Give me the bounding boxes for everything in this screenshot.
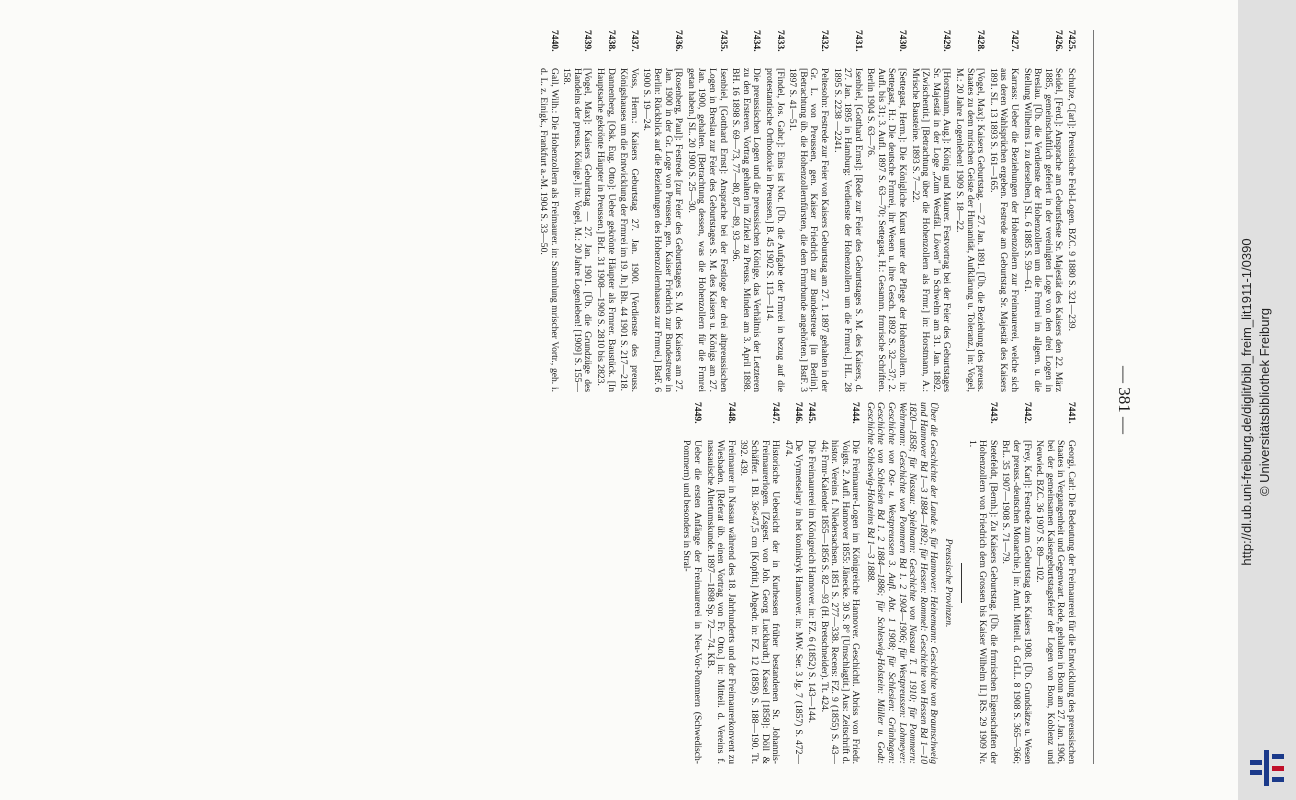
left-column	[536, 30, 1077, 392]
entry-number: 7428.	[975, 30, 987, 52]
copyright-text: © Universitätsbibliothek Freiburg	[1257, 307, 1272, 497]
entry-number: 7429.	[941, 30, 953, 52]
entry-number: 7431.	[852, 30, 864, 52]
entry-text: Dannenberg, [Osk. Eug. Otto]: Ueber gekrönte Häupter als Frmrer. Baustück. [In Hauptsache gekrönte Häupter in Preussen.] BrL. 31 1908—1909 S. 2810 bis 2823.	[595, 68, 617, 392]
bibliography-entry	[782, 402, 803, 764]
bibliography-entry	[730, 30, 762, 392]
entry-text: Isenbiel, [Gotthard Ernst]: [Rede zur Feier des Geburtstages S. M. des Kaisers, d. 27. Jan. 1895 in Hamburg: Verdienste der Hohenzollern um die Frmrei.] HL. 28 1895 S. 2238 —2241.	[831, 68, 864, 392]
library-logo-icon	[1248, 748, 1288, 788]
bibliography-entry	[953, 30, 985, 392]
entry-text: [Settegast, Herm.]: Die Königliche Kunst unter der Pflege der Hohenzollern. in: Settegast, H.: Die deutsche Frmrei, ihr Wesen u. ihre Gesch. 1892 S. 32—37; 2. Aufl. bis 31; 3. Aufl. 1897 S. 63—70; Settegast, H.: Gesamm. frmrische Schriften. Berlin 1904 S. 63—76.	[865, 68, 909, 392]
entry-number: 7426.	[1053, 30, 1065, 52]
entry-text: Die preussischen Logen und die preussischen Könige, das Verhältnis der Letzteren zu den Ersteren. Vortrag gehalten im Zirkel zu Preuss. Minden am 3. April 1898. BH. 16 1898 S. 69—73, 77—80, 87—89, 93—96.	[730, 68, 763, 392]
entry-number: 7430.	[897, 30, 909, 52]
entry-text: [Horstmann, Aug.]: König und Maurer. Festvortrag bei der Feier des Geburtstages Sr. Majestät in der Loge „Zum Westfäl. Löwen" in Schwelm am 31. Jan. 1892. [Zwischentit.] [Betrachtung über die Hohenzollern als Frmr.] in: Horstmann, A.: Mrische Bausteine. 1893 S. 7—22.	[909, 68, 953, 392]
entry-number: 7441.	[1066, 402, 1077, 424]
bibliography-entry	[909, 30, 951, 392]
bibliography-entry	[763, 30, 784, 392]
bibliography-entry	[1034, 402, 1076, 764]
entry-number: 7438.	[605, 30, 617, 52]
header-rule	[1093, 30, 1094, 764]
source-info	[1238, 32, 1296, 772]
entry-number: 7445.	[805, 402, 817, 424]
bibliography-entry	[787, 30, 829, 392]
entry-number: 7449.	[692, 402, 703, 424]
entry-number: 7432.	[818, 30, 830, 52]
entry-number: 7444.	[850, 402, 862, 424]
entry-text: [Vogel, Max]: Kaisers Geburtstag. — 27. Jan. 1891. [Üb. die Beziehung des preuss. Staates zu dem mrischen Geiste der Humanität, Aufklärung u. Toleranz.] in: Vogel, M.: 20 Jahre Logenleben! 1909 S. 18—22.	[954, 68, 987, 392]
bibliography-entry	[641, 30, 683, 392]
entry-text: Die Freimaurer-Logen im Königreiche Hannover. Geschichtl. Abriss von Friedr. Voigts. 2. Aufl. Hannover 1855: Jänecke. 30 S. 8° [Umschlagtit.] Aus: Zeitschrift d. histor. Vereins f. Niedersachsen. 1851 S. 277—338. Recens: FZ. 9 (1855) S. 43—44; Frmr-Kalender 1855—1856 S. 82—93 (H. Bretschneider). Tt. 424.	[818, 440, 862, 764]
bibliography-entry	[1065, 30, 1076, 392]
entry-text: Ueber die ersten Anfänge der Freimaurerei in Neu-Vor-Pommern (Schwedisch-Pommern) und besonders in Stral-	[681, 440, 703, 764]
entry-text: De Vrymetselary in het koninkryk Hannover. in: MW. Ser. 3 Jg. 7 (1857) S. 472—474.	[782, 440, 805, 764]
entry-number: 7434.	[751, 30, 763, 52]
page-number: — 381 —	[1115, 366, 1134, 434]
bibliography-entry	[704, 402, 736, 764]
rotated-content	[154, 30, 1134, 770]
section-intro: Über die Geschichte der Lande s. für Hannover: Heinemann: Geschichte von Braunschweig und Hannover Bd 1—3 1884—1892; für Hessen: Rommel: Geschichte von Hessen Bd 1—10 1820—1858; für Nassau: Spielmann: Geschichte von Nassau T. 1 1910; für Pommern: Wehrmann: Geschichte von Pommern Bd 1. 2 1904—1906; für Westpreussen: Lohmeyer: Geschichte von Ost- u. Westpreussen 3. Aufl. Abt. 1 1908; für Schlesien: Grünhagen: Geschichte von Schlesien Bd 1. 2 1884—1886; für Schleswig-Holstein: Müller u. Godt: Geschichte Schleswig-Holsteins Bd 1—3 1888.	[864, 402, 940, 764]
entry-text: Isenbiel, [Gotthard Ernst]: Ansprache bei der Festloge der drei altpreussischen Logen in Breslau zur Feier des Geburtstages S. M. des Kaisers u. Königs am 27. Jan. 1900, gehalten. [Betrachtung dessen, was die Hohenzollern für die Frmrei getan haben.] SL. 20 1900 S. 25—30.	[685, 68, 729, 392]
entry-number: 7425.	[1066, 30, 1077, 52]
bibliography-entry	[738, 402, 780, 764]
entry-number: 7439.	[582, 30, 594, 52]
entry-number: 7433.	[774, 30, 786, 52]
entry-number: 7443.	[987, 402, 999, 424]
entry-text: Karrass: Ueber die Beziehungen der Hohenzollern zur Freimaurerei, welche sich aus deren Wahlsprüchen ergeben. Festrede am Geburtstag Sr. Majestät des Kaisers 1891. SL. 13 1893 S. 161—165.	[987, 68, 1021, 392]
entry-text: Seidel, [Ferd.]: Ansprache am Geburtsfeste Sr. Majestät des Kaisers den 22. März 1885, gemeinschaftlich gefeiert in der vereinigten Loge von den drei Logen in Breslau. [Üb. die Verdienste der Hohenzollern um die Frmrei im allgem. u. die Stellung Wilhelms I. zu derselben.] SL. 6 1885 S. 59—61.	[1021, 68, 1065, 392]
entry-text: Gall, Wilh.: Die Hohenzollern als Freimaurer. in: Sammlung mrischer Vortr., geh. i. d. L. z. Einigk., Frankfurt a.-M. 1904 S. 33—50.	[538, 68, 560, 392]
entry-text: [Findel, Jos. Gabr.]: Eins ist Not. [Üb. die Aufgabe der Frmrei in bezug auf die protestantische Orthodoxie in Preussen.] B. 45 1902 S. 113—114.	[763, 68, 786, 392]
bibliography-entry	[818, 402, 860, 764]
bibliography-entry	[987, 30, 1019, 392]
section-heading: Preussische Provinzen.	[943, 538, 955, 628]
source-url[interactable]: http://dl.ub.uni-freiburg.de/diglit/bibl_freim_lit1911-1/0390	[1239, 238, 1254, 566]
entry-number: 7448.	[725, 402, 737, 424]
bibliography-entry	[618, 30, 639, 392]
entry-number: 7446.	[793, 402, 805, 424]
bibliography-entry	[594, 30, 615, 392]
entry-text: Georgi, Carl: Die Bedeutung der Freimaurerei für die Entwicklung des preussischen Staates in Vergangenheit und Gegenwart. Rede, gehalten in Bonn am 27. Jan. 1906, bei der gemeinsamen Kaisergeburtstagsfeier der Logen von Bonn, Koblenz und Neuwied. BZC. 36 1907 S. 89—102.	[1034, 440, 1077, 764]
entry-text: Voss, Herm.: Kaisers Geburtstag 27. Jan. 1900. [Verdienste des preuss. Königshauses um die Entwicklung der Frmrei im 19. Jh.] Bh. 44 1901 S. 217—218.	[618, 68, 640, 392]
bibliography-entry	[865, 30, 907, 392]
right-entries-bottom	[681, 402, 861, 764]
bibliography-entry	[681, 402, 702, 764]
right-entries-top	[966, 402, 1076, 764]
entry-number: 7440.	[548, 30, 560, 52]
section-divider	[961, 563, 962, 603]
right-column	[679, 402, 1076, 764]
entry-text: [Frey, Karl]: Festrede zum Geburtstag des Kaisers 1908. [Üb. Grundsätze u. Wesen der preuss.-deutschen Monarchie.] in: Amtl. Mittell. d. GrLL. 8 1908 S. 365—366; BrL. 35 1907—1908 S. 71—79.	[1000, 440, 1033, 764]
entry-number: 7447.	[770, 402, 782, 424]
entry-text: Stetefeldt, [Bernh.]: Zu Kaisers Geburtstag. [Üb. die frmrischen Eigenschaften der Hohenzollern von Friedrich dem Grossen bis Kaiser Wilhelm II.] RS. 29 1909 Nr. 1.	[966, 440, 999, 764]
bibliography-entry	[538, 30, 559, 392]
entry-number: 7427.	[1009, 30, 1021, 52]
entry-text: Schulze, C[arl]: Preussische Feld-Logen. BZC. 9 1880 S. 321—239.	[1066, 68, 1077, 331]
bibliography-entry	[831, 30, 863, 392]
bibliography-entry	[1021, 30, 1063, 392]
bibliography-entry	[561, 30, 593, 392]
entry-number: 7436.	[673, 30, 685, 52]
entry-text: Peltesohn: Festrede zur Feier von Kaisers Geburtstag am 27. 1. 1897 gehalten in der Gr. L. von Preussen, gen. Kaiser Friedrich zur Bundestreue [in Berlin]. [Betrachtung üb. die Hohenzollernfürsten, die dem Frmrbunde angehörten.] BstF. 3 1897 S. 41—51.	[787, 68, 830, 392]
viewer-sidebar	[1238, 0, 1296, 800]
entry-text: [Rosenberg, Paul]: Festrede [zur Feier des Geburtstages S. M. des Kaisers am 27. Jan. 1900 in der Gr. Loge von Preussen, gen. Kaiser Friedrich zur Bundestreue in Berlin: Rückblick auf die Beziehungen des Hohenzollernhauses zur Frmrei.] BstF. 6 1900 S. 19—24.	[641, 68, 685, 392]
bibliography-entry	[685, 30, 727, 392]
entry-text: Die Freimaurerei im Königreich Hannover. in: FZ. 6 (1852) S. 143—144.	[805, 440, 817, 723]
bibliography-entry	[805, 402, 816, 764]
bibliography-entry	[966, 402, 998, 764]
entry-text: [Vogel, Max]: Kaisers Geburtstag — 27. Jan. 1901. [Üb. die Grundzüge des Handelns der preuss. Könige.] in: Vogel, M.: 20 Jahre Logenleben! [1909] S. 155—158.	[561, 68, 594, 392]
entry-number: 7442.	[1021, 402, 1033, 424]
entry-number: 7435.	[717, 30, 729, 52]
entry-text: Freimaurer in Nassau während des 18. Jahrhunderts und der Freimaurerkonvent zu Wiesbaden. [Referat üb. einen Vortrag von Fr. Otto.] in: Mitteil. d. Vereins f. nassauische Altertumskunde. 1897—1898 Sp. 72—74. KB.	[704, 440, 737, 764]
bibliography-entry	[1000, 402, 1032, 764]
entry-text: Historische Uebersicht der in Kurhessen früher bestandenen St. Johannis-Freimaurerlogen. [Zsgest. von Joh. Georg Luckhardt.] Kassel [1858]: Döll & Schäffer. 1 Bl. 36×47,5 cm [Kopftit.] Abgedr. in: FZ. 12 (1858) S. 188—190. Tt. 392. 439.	[738, 440, 782, 764]
entry-number: 7437.	[628, 30, 640, 52]
